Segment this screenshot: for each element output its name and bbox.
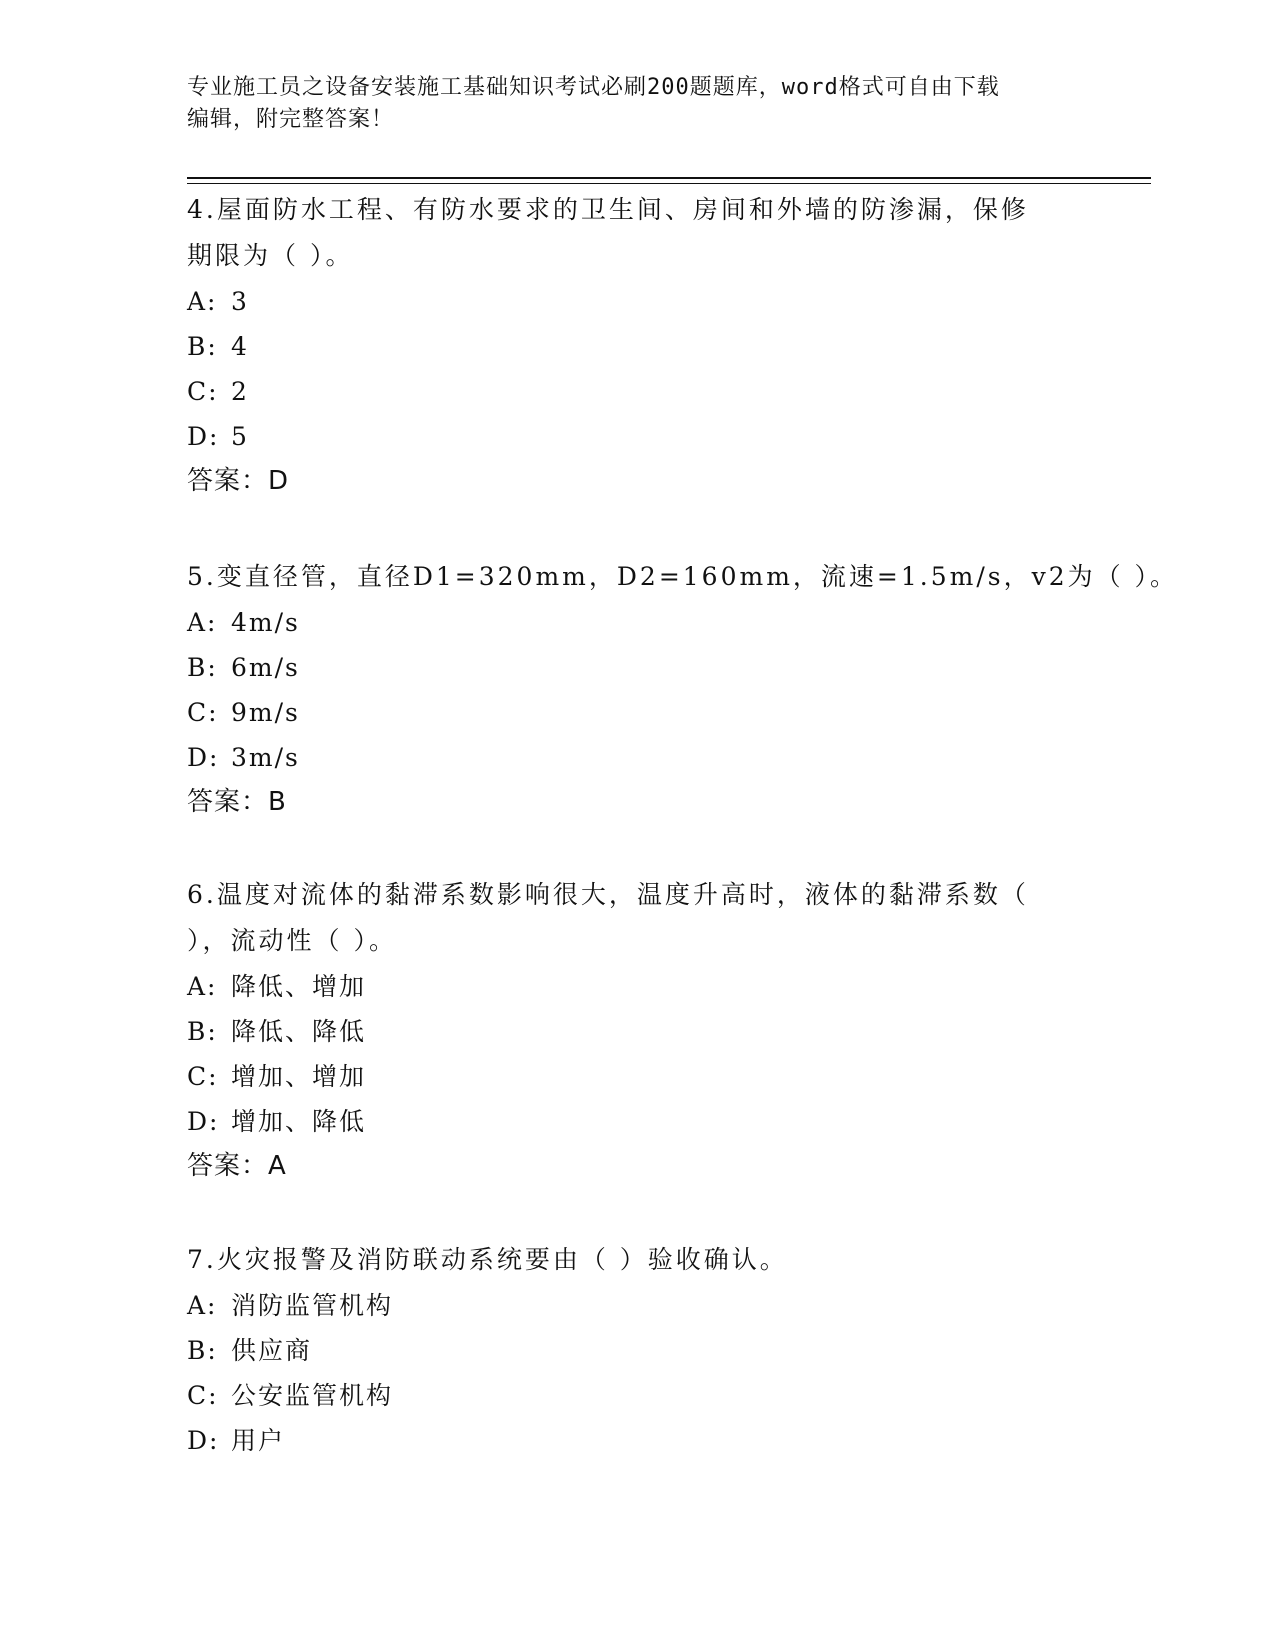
question-stem-line: 期限为（ ）。 (187, 241, 354, 270)
option-letter: A: (187, 287, 218, 316)
option-letter: C: (187, 377, 219, 406)
answer-line: 答案：A (187, 1151, 287, 1181)
question-4 (187, 187, 1087, 503)
header-divider-thick (187, 177, 1151, 179)
header-line: 编辑，附完整答案！ (187, 107, 395, 132)
option-c (187, 369, 1087, 414)
question-stem-line: ），流动性（ ）。 (187, 926, 397, 955)
option-letter: D: (187, 1107, 220, 1136)
option-letter: C: (187, 1381, 219, 1410)
option-text: 消防监管机构 (231, 1291, 394, 1320)
option-text: 4m/s (231, 608, 300, 637)
option-text: 3m/s (231, 743, 300, 772)
question-stem-line: 6.温度对流体的黏滞系数影响很大，温度升高时，液体的黏滞系数（ (187, 880, 1029, 909)
option-b (187, 1328, 1087, 1373)
header-line: 专业施工员之设备安装施工基础知识考试必刷200题题库，word格式可自由下载 (187, 75, 1000, 100)
document-header (187, 72, 1067, 136)
option-letter: D: (187, 743, 220, 772)
answer-line: 答案：B (187, 787, 287, 817)
option-letter: D: (187, 1426, 220, 1455)
option-d (187, 1099, 1087, 1144)
option-text: 降低、增加 (231, 972, 367, 1001)
answer-line: 答案：D (187, 466, 290, 496)
option-a (187, 1283, 1087, 1328)
option-c (187, 1373, 1087, 1418)
option-letter: C: (187, 1062, 219, 1091)
option-letter: D: (187, 422, 220, 451)
question-7 (187, 1237, 1087, 1463)
option-text: 3 (231, 287, 249, 316)
option-b (187, 645, 1087, 690)
option-letter: C: (187, 698, 219, 727)
question-stem-line: 7.火灾报警及消防联动系统要由（ ）验收确认。 (187, 1245, 788, 1274)
option-text: 公安监管机构 (231, 1381, 394, 1410)
option-text: 4 (231, 332, 249, 361)
option-d (187, 735, 1087, 780)
option-text: 降低、降低 (231, 1017, 367, 1046)
header-divider-thin (187, 183, 1151, 184)
option-a (187, 279, 1087, 324)
option-c (187, 1054, 1087, 1099)
option-text: 增加、降低 (231, 1107, 367, 1136)
option-text: 2 (231, 377, 249, 406)
option-letter: B: (187, 1336, 218, 1365)
option-text: 9m/s (231, 698, 300, 727)
option-letter: B: (187, 653, 218, 682)
option-letter: B: (187, 1017, 218, 1046)
option-letter: A: (187, 972, 218, 1001)
option-c (187, 690, 1087, 735)
option-text: 用户 (231, 1426, 286, 1455)
option-text: 供应商 (231, 1336, 313, 1365)
question-stem-line: 4.屋面防水工程、有防水要求的卫生间、房间和外墙的防渗漏，保修 (187, 195, 1029, 224)
question-stem-line: 5.变直径管，直径D1=320mm，D2=160mm，流速=1.5m/s，v2为（ ）。 (187, 562, 1179, 591)
option-text: 5 (231, 422, 249, 451)
option-letter: A: (187, 1291, 218, 1320)
option-letter: B: (187, 332, 218, 361)
option-d (187, 414, 1087, 459)
option-text: 增加、增加 (231, 1062, 367, 1091)
option-a (187, 600, 1087, 645)
option-letter: A: (187, 608, 218, 637)
option-text: 6m/s (231, 653, 300, 682)
option-a (187, 964, 1087, 1009)
option-d (187, 1418, 1087, 1463)
question-5 (187, 554, 1179, 824)
question-6 (187, 872, 1087, 1188)
option-b (187, 324, 1087, 369)
option-b (187, 1009, 1087, 1054)
